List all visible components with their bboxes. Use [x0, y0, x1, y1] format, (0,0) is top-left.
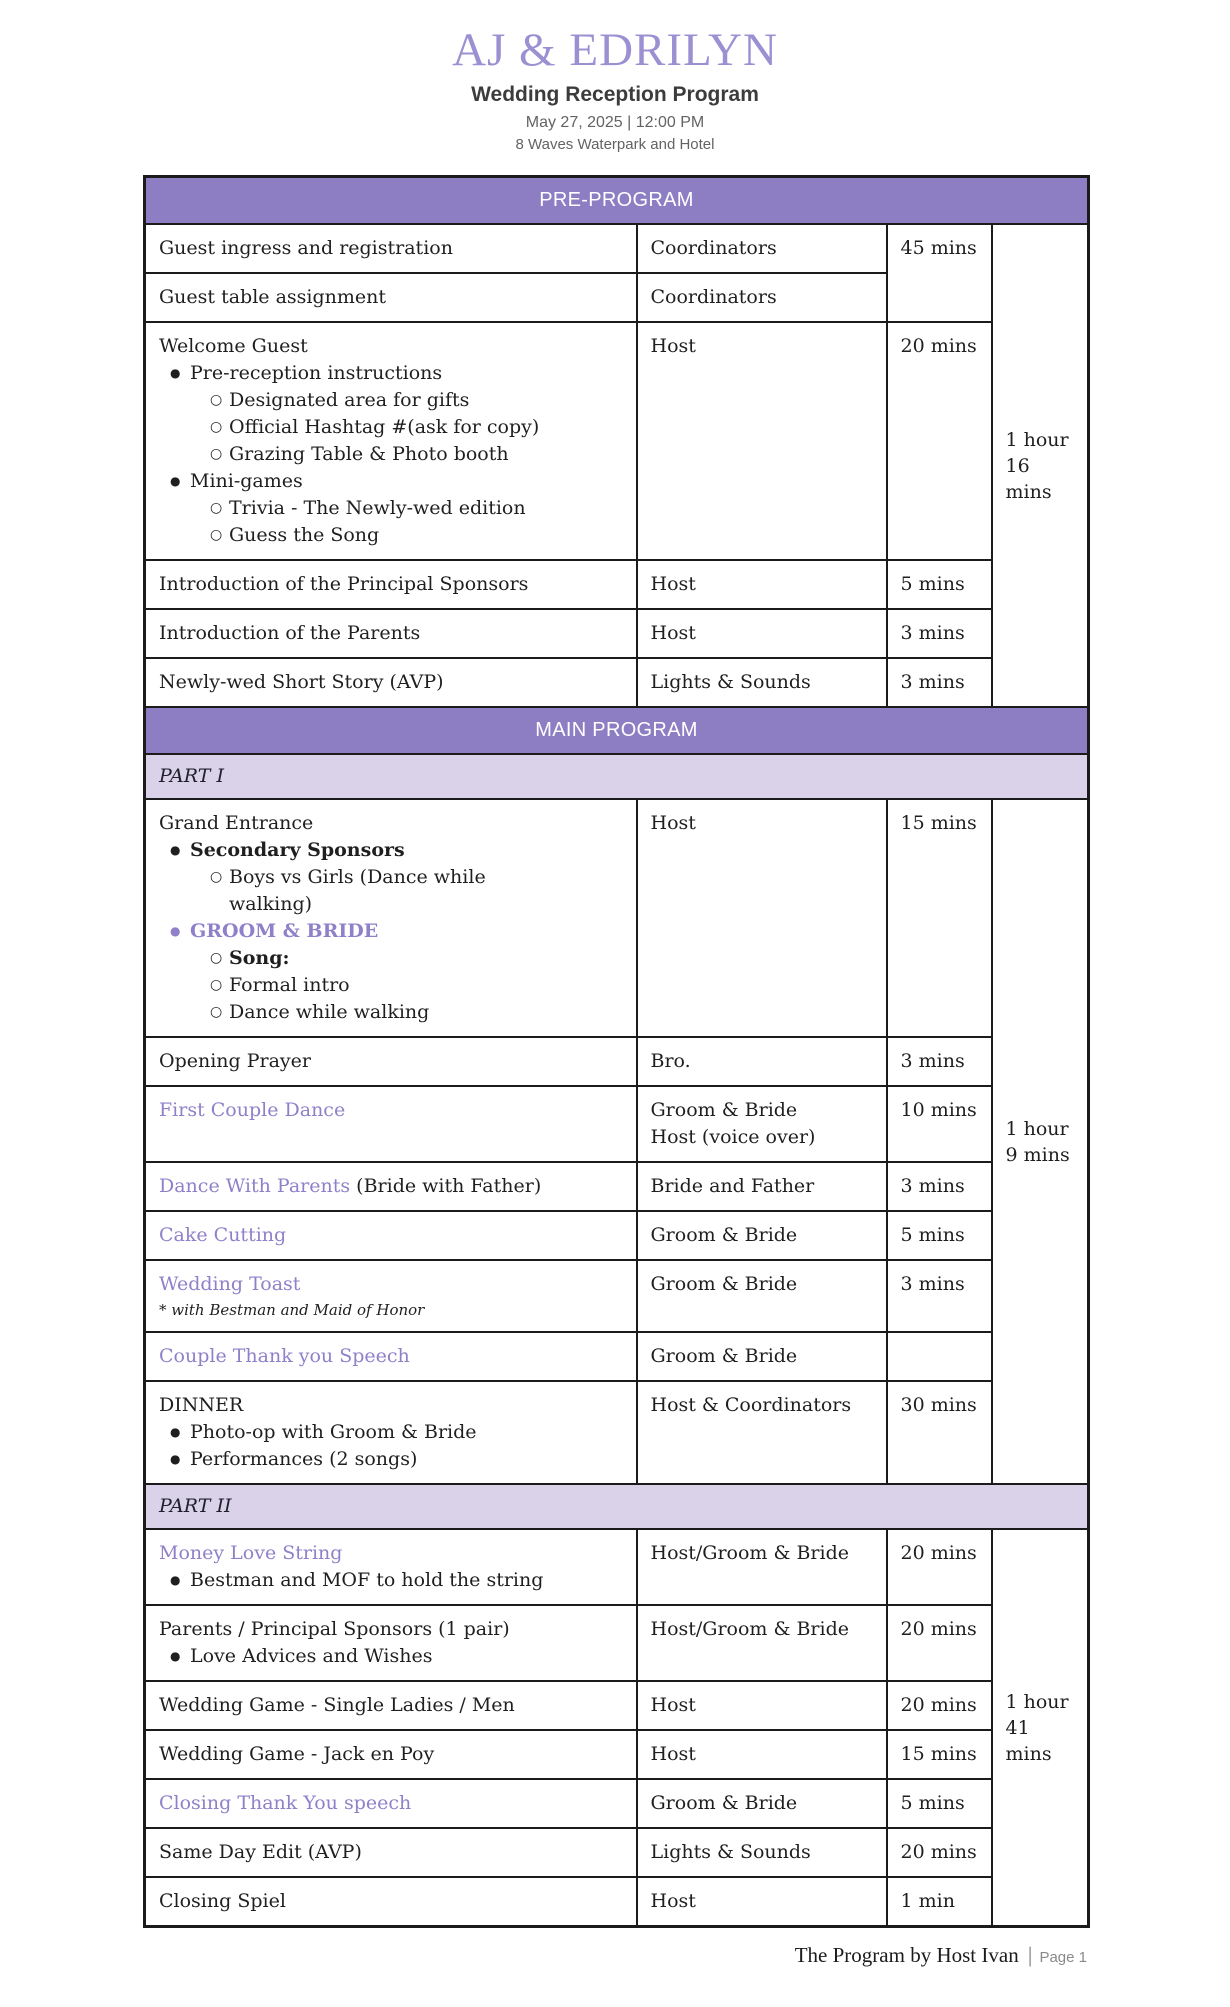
- person-cell: [637, 1877, 887, 1927]
- person-line: Host: [650, 622, 696, 644]
- person-cell: [637, 799, 887, 1037]
- duration-cell: 20 mins: [887, 1605, 992, 1681]
- program-table: [143, 175, 1090, 1928]
- activity-title-segment: Wedding Toast: [159, 1273, 301, 1295]
- activity-title: [159, 1173, 623, 1200]
- bullet-item: ○ Grazing Table & Photo booth: [159, 441, 549, 468]
- table-row: [145, 1332, 1089, 1381]
- activity-title: [159, 620, 623, 647]
- table-row: [145, 1381, 1089, 1484]
- section-total-line: 9 mins: [1005, 1143, 1070, 1166]
- activity-title: [159, 1692, 623, 1719]
- person-cell: [637, 1828, 887, 1877]
- duration-cell: 10 mins: [887, 1086, 992, 1162]
- activity-cell: [145, 1211, 637, 1260]
- person-cell: [637, 560, 887, 609]
- bullet-item: ○ Guess the Song: [159, 522, 549, 549]
- activity-cell: [145, 1332, 637, 1381]
- duration-cell: 3 mins: [887, 1162, 992, 1211]
- event-venue: 8 Waves Waterpark and Hotel: [515, 136, 715, 153]
- table-row: [145, 1086, 1089, 1162]
- person-line: Host (voice over): [650, 1126, 816, 1148]
- section-band: PRE-PROGRAM: [145, 177, 1089, 225]
- page-number: Page 1: [1039, 1949, 1087, 1966]
- duration-cell: 15 mins: [887, 799, 992, 1037]
- bullet-item: ● Photo-op with Groom & Bride: [159, 1419, 623, 1446]
- section-band: PART I: [145, 754, 1089, 799]
- table-row: [145, 1877, 1089, 1927]
- bullet-item: ● Mini-games: [159, 468, 623, 495]
- person-line: Groom & Bride: [650, 1345, 798, 1367]
- bullet-item: ● GROOM & BRIDE: [159, 918, 623, 945]
- person-cell: [637, 658, 887, 707]
- activity-cell: [145, 1681, 637, 1730]
- section-total-cell: [992, 1529, 1089, 1927]
- activity-title-segment: Same Day Edit (AVP): [159, 1841, 362, 1863]
- activity-title-segment: Closing Spiel: [159, 1890, 286, 1912]
- activity-title-segment: Parents / Principal Sponsors (1 pair): [159, 1618, 510, 1640]
- duration-cell: 45 mins: [887, 224, 992, 322]
- table-row: [145, 658, 1089, 707]
- activity-cell: [145, 1605, 637, 1681]
- duration-cell: [887, 1332, 992, 1381]
- program-subtitle: Wedding Reception Program: [471, 83, 759, 106]
- bullet-item: ○ Designated area for gifts: [159, 387, 549, 414]
- duration-cell: 1 min: [887, 1877, 992, 1927]
- activity-cell: [145, 1037, 637, 1086]
- person-line: Host/Groom & Bride: [650, 1542, 849, 1564]
- activity-title-segment: Guest ingress and registration: [159, 237, 453, 259]
- activity-title-segment: (Bride with Father): [350, 1175, 542, 1197]
- activity-title: [159, 1741, 623, 1768]
- activity-title: [159, 1222, 623, 1249]
- duration-cell: 5 mins: [887, 1211, 992, 1260]
- table-row: [145, 1211, 1089, 1260]
- duration-cell: 3 mins: [887, 1260, 992, 1332]
- activity-title: [159, 1888, 623, 1915]
- bullet-item: ○ Dance while walking: [159, 999, 549, 1026]
- duration-cell: 15 mins: [887, 1730, 992, 1779]
- activity-title: [159, 1048, 623, 1075]
- table-row: [145, 799, 1089, 1037]
- activity-cell: [145, 1828, 637, 1877]
- table-row: [145, 1828, 1089, 1877]
- table-row: [145, 1162, 1089, 1211]
- footer-credit: The Program by Host Ivan: [794, 1943, 1019, 1967]
- section-total-cell: [992, 224, 1089, 707]
- person-cell: [637, 1332, 887, 1381]
- person-line: Host: [650, 1694, 696, 1716]
- person-cell: [637, 1381, 887, 1484]
- table-row: [145, 1037, 1089, 1086]
- person-cell: [637, 1681, 887, 1730]
- section-total-line: 41 mins: [1005, 1716, 1052, 1765]
- duration-cell: 5 mins: [887, 560, 992, 609]
- program-table-body: [145, 177, 1089, 1927]
- person-line: Lights & Sounds: [650, 1841, 811, 1863]
- bullet-item: ● Bestman and MOF to hold the string: [159, 1567, 623, 1594]
- activity-cell: [145, 560, 637, 609]
- activity-title-segment: Grand Entrance: [159, 812, 314, 834]
- section-total-line: 1 hour: [1005, 1117, 1069, 1140]
- activity-cell: [145, 658, 637, 707]
- section-band: PART II: [145, 1484, 1089, 1529]
- person-line: Host & Coordinators: [650, 1394, 852, 1416]
- table-row: [145, 1605, 1089, 1681]
- person-cell: [637, 1037, 887, 1086]
- person-line: Groom & Bride: [650, 1273, 798, 1295]
- activity-title-segment: First Couple Dance: [159, 1099, 346, 1121]
- person-line: Host: [650, 335, 696, 357]
- activity-title: [159, 284, 623, 311]
- activity-title: [159, 810, 623, 837]
- person-cell: [637, 1162, 887, 1211]
- person-line: Host: [650, 812, 696, 834]
- document-header: [0, 0, 1230, 153]
- activity-cell: [145, 609, 637, 658]
- activity-cell: [145, 322, 637, 560]
- activity-title: [159, 1839, 623, 1866]
- table-row: [145, 560, 1089, 609]
- event-datetime: May 27, 2025 | 12:00 PM: [525, 114, 705, 131]
- activity-title-segment: Dance With Parents: [159, 1175, 351, 1197]
- person-line: Lights & Sounds: [650, 671, 811, 693]
- activity-title: [159, 1790, 623, 1817]
- section-band-row: [145, 177, 1089, 225]
- bullet-item: ○ Formal intro: [159, 972, 549, 999]
- section-band-row: [145, 754, 1089, 799]
- activity-title: [159, 571, 623, 598]
- activity-title: [159, 1343, 623, 1370]
- activity-cell: [145, 1529, 637, 1605]
- table-row: [145, 1681, 1089, 1730]
- section-total-line: 1 hour: [1005, 428, 1069, 451]
- activity-title: [159, 1540, 623, 1567]
- activity-cell: [145, 224, 637, 273]
- activity-cell: [145, 1381, 637, 1484]
- activity-cell: [145, 1779, 637, 1828]
- person-cell: [637, 1529, 887, 1605]
- duration-cell: 30 mins: [887, 1381, 992, 1484]
- document-footer: [143, 1943, 1087, 1968]
- activity-cell: [145, 273, 637, 322]
- section-total-line: 1 hour: [1005, 1690, 1069, 1713]
- couple-names-title: AJ & EDRILYN: [452, 24, 778, 76]
- person-line: Groom & Bride: [650, 1099, 798, 1121]
- duration-cell: 20 mins: [887, 322, 992, 560]
- table-row: [145, 1260, 1089, 1332]
- activity-title-segment: Couple Thank you Speech: [159, 1345, 410, 1367]
- table-row: [145, 322, 1089, 560]
- bullet-item: ○ Official Hashtag #(ask for copy): [159, 414, 549, 441]
- bullet-item: ● Pre-reception instructions: [159, 360, 623, 387]
- duration-cell: 5 mins: [887, 1779, 992, 1828]
- activity-title: [159, 333, 623, 360]
- activity-title: [159, 1097, 623, 1124]
- activity-title-segment: Closing Thank You speech: [159, 1792, 412, 1814]
- activity-title-segment: Introduction of the Parents: [159, 622, 421, 644]
- activity-title-segment: Welcome Guest: [159, 335, 308, 357]
- person-line: Host: [650, 1890, 696, 1912]
- person-cell: [637, 224, 887, 273]
- person-cell: [637, 1779, 887, 1828]
- duration-cell: 20 mins: [887, 1681, 992, 1730]
- table-row: [145, 224, 1089, 273]
- activity-title: [159, 669, 623, 696]
- activity-title-segment: Opening Prayer: [159, 1050, 311, 1072]
- bullet-item: ○ Boys vs Girls (Dance while walking): [159, 864, 549, 918]
- activity-title: [159, 1392, 623, 1419]
- activity-title-segment: Cake Cutting: [159, 1224, 287, 1246]
- section-total-line: 16 mins: [1005, 454, 1052, 503]
- person-cell: [637, 1086, 887, 1162]
- person-line: Host: [650, 1743, 696, 1765]
- table-row: [145, 1779, 1089, 1828]
- activity-cell: [145, 1162, 637, 1211]
- activity-title-segment: Money Love String: [159, 1542, 343, 1564]
- bullet-item: ● Performances (2 songs): [159, 1446, 623, 1473]
- activity-title: [159, 1271, 623, 1298]
- activity-cell: [145, 1260, 637, 1332]
- activity-cell: [145, 1877, 637, 1927]
- bullet-item: ● Secondary Sponsors: [159, 837, 623, 864]
- bullet-item: ○ Song:: [159, 945, 549, 972]
- duration-cell: 3 mins: [887, 609, 992, 658]
- person-line: Groom & Bride: [650, 1224, 798, 1246]
- person-line: Bro.: [650, 1050, 691, 1072]
- section-band-row: [145, 1484, 1089, 1529]
- duration-cell: 20 mins: [887, 1529, 992, 1605]
- activity-note: * with Bestman and Maid of Honor: [159, 1301, 425, 1319]
- footer-separator: |: [1026, 1943, 1034, 1967]
- activity-title-segment: Introduction of the Principal Sponsors: [159, 573, 529, 595]
- activity-title: [159, 1616, 623, 1643]
- person-cell: [637, 1605, 887, 1681]
- person-line: Host/Groom & Bride: [650, 1618, 849, 1640]
- activity-title-segment: DINNER: [159, 1394, 244, 1416]
- table-row: [145, 1529, 1089, 1605]
- person-cell: [637, 1730, 887, 1779]
- person-cell: [637, 609, 887, 658]
- duration-cell: 20 mins: [887, 1828, 992, 1877]
- section-band: MAIN PROGRAM: [145, 707, 1089, 754]
- activity-title: [159, 235, 623, 262]
- person-cell: [637, 1260, 887, 1332]
- duration-cell: 3 mins: [887, 658, 992, 707]
- section-total-cell: [992, 799, 1089, 1484]
- activity-title-segment: Wedding Game - Jack en Poy: [159, 1743, 435, 1765]
- section-band-row: [145, 707, 1089, 754]
- table-row: [145, 609, 1089, 658]
- activity-cell: [145, 1086, 637, 1162]
- person-line: Coordinators: [650, 286, 777, 308]
- person-cell: [637, 322, 887, 560]
- bullet-item: ● Love Advices and Wishes: [159, 1643, 623, 1670]
- person-line: Bride and Father: [650, 1175, 815, 1197]
- activity-cell: [145, 799, 637, 1037]
- table-row: [145, 1730, 1089, 1779]
- person-line: Coordinators: [650, 237, 777, 259]
- person-cell: [637, 273, 887, 322]
- activity-cell: [145, 1730, 637, 1779]
- activity-title-segment: Wedding Game - Single Ladies / Men: [159, 1694, 515, 1716]
- activity-title-segment: Newly-wed Short Story (AVP): [159, 671, 444, 693]
- person-line: Host: [650, 573, 696, 595]
- bullet-item: ○ Trivia - The Newly-wed edition: [159, 495, 549, 522]
- activity-title-segment: Guest table assignment: [159, 286, 387, 308]
- duration-cell: 3 mins: [887, 1037, 992, 1086]
- person-line: Groom & Bride: [650, 1792, 798, 1814]
- person-cell: [637, 1211, 887, 1260]
